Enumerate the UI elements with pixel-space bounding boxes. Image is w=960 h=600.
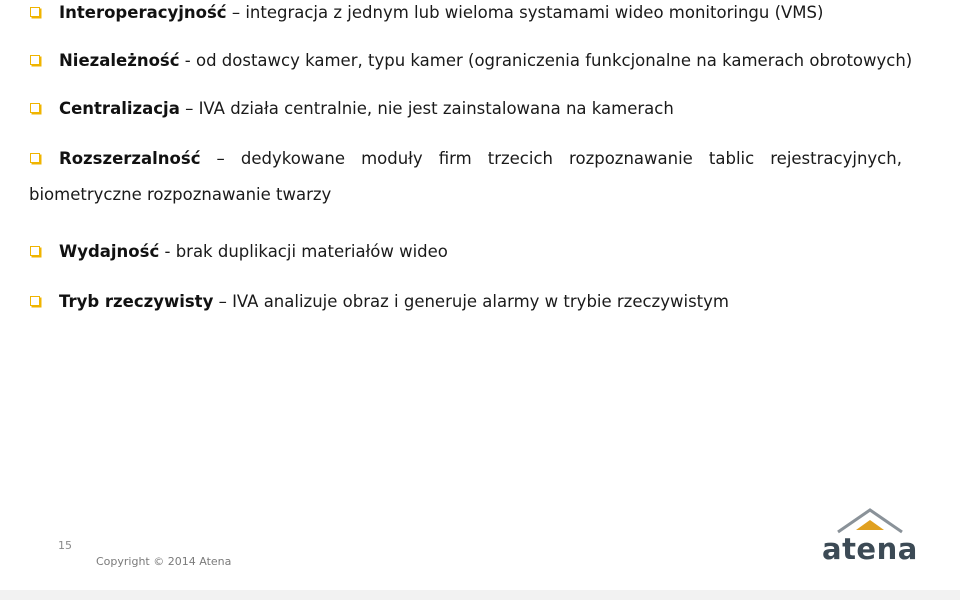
bullet-word: rozpoznawanie [569,149,693,168]
bullet-word: tablic [708,149,755,168]
logo-wordmark: atena [822,532,918,566]
bullet-text [59,51,912,71]
checkbox-bullet-icon [30,153,40,163]
checkbox-bullet-icon [30,7,40,17]
bullet-word: dedykowane [240,149,345,168]
bullet-keyword: Centralizacja [59,99,180,118]
bullet-description: – IVA analizuje obraz i generuje alarmy w trybie rzeczywistym [213,292,729,311]
bullet-keyword: Wydajność [59,242,160,261]
copyright-text: Copyright © 2014 Atena [96,555,232,568]
bullet-item-extensibility [29,149,902,204]
bullet-word: – [216,149,225,168]
bullet-description: - od dostawcy kamer, typu kamer (ograniczenia funkcjonalne na kamerach obrotowych) [179,51,913,70]
checkbox-bullet-icon [30,296,40,306]
bullet-text [59,292,729,312]
bullet-keyword: Niezależność [59,51,180,70]
bullet-word: moduły [361,149,423,168]
page-number: 15 [58,539,72,552]
bullet-item-centralization [30,99,902,119]
footer-band [0,590,960,600]
bullet-text-line1 [59,149,902,169]
checkbox-bullet-icon [30,246,40,256]
bullet-text [59,3,823,23]
checkbox-bullet-icon [30,103,40,113]
bullet-text-line2: biometryczne rozpoznawanie twarzy [29,185,332,204]
bullet-keyword: Interoperacyjność [59,3,227,22]
bullet-item-independence [30,51,913,71]
bullet-word: rejestracyjnych, [770,149,902,168]
bullet-description: – integracja z jednym lub wieloma systamami wideo monitoringu (VMS) [226,3,824,22]
bullet-description: - brak duplikacji materiałów wideo [159,242,448,261]
bullet-keyword: Tryb rzeczywisty [59,292,214,311]
bullet-description: – IVA działa centralnie, nie jest zainstalowana na kamerach [179,99,674,118]
bullet-word: trzecich [487,149,553,168]
bullet-text [59,242,448,262]
checkbox-bullet-icon [30,55,40,65]
bullet-word: firm [438,149,472,168]
bullet-text [59,99,674,119]
bullet-keyword: Rozszerzalność [59,149,201,168]
bullet-item-interoperability [30,3,902,23]
bullet-item-performance [30,242,902,262]
bullet-item-realtime [30,292,902,312]
